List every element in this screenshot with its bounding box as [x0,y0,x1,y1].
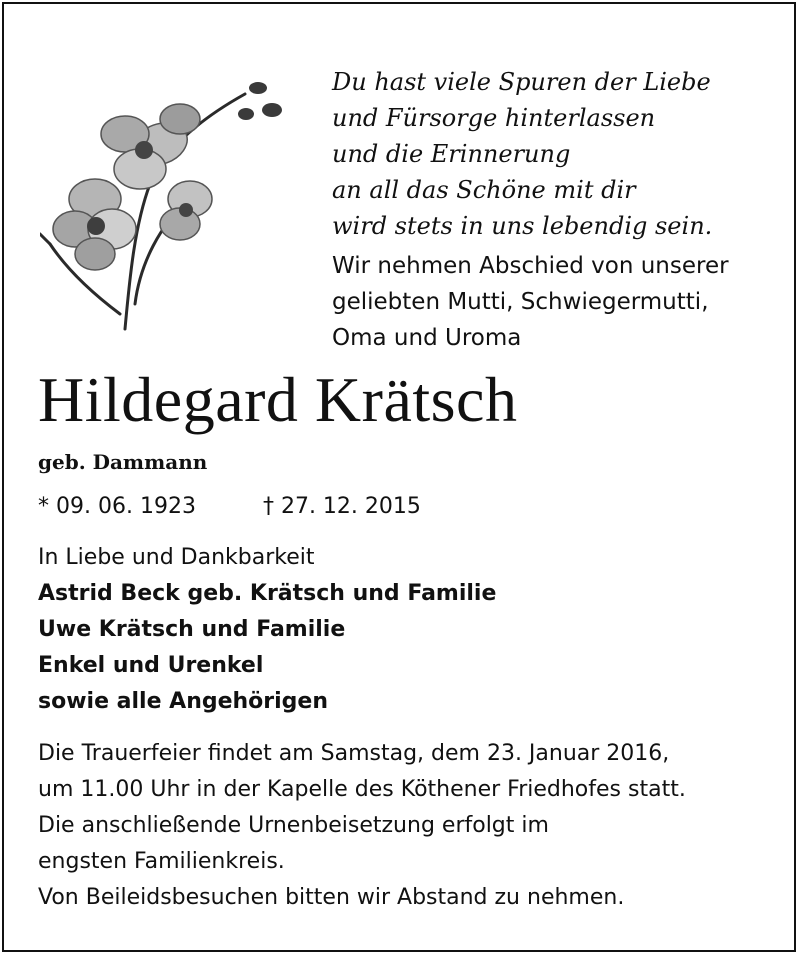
service-line: Die anschließende Urnenbeisetzung erfolgt im [38,813,549,838]
mourner-family: sowie alle Angehörigen [38,689,329,714]
life-dates [38,494,421,519]
service-line: Von Beileidsbesuchen bitten wir Abstand zu nehmen. [38,885,625,910]
poem [332,64,712,244]
service-line: engsten Familienkreis. [38,849,285,874]
maiden-name: geb. Dammann [38,450,208,474]
mourners-intro: In Liebe und Dankbarkeit [38,545,315,570]
obituary-frame [2,2,796,952]
deceased-name: Hildegard Krätsch [38,364,518,435]
poem-line: an all das Schöne mit dir [332,176,636,204]
mourner-family: Enkel und Urenkel [38,653,264,678]
service-info [38,736,686,916]
birth-date: * 09. 06. 1923 [38,494,196,519]
mourners [38,540,496,720]
orchid-icon [40,74,310,344]
poem-line: Du hast viele Spuren der Liebe [332,68,711,96]
service-line: Die Trauerfeier findet am Samstag, dem 23. Januar 2016, [38,741,670,766]
mourner-family: Uwe Krätsch und Familie [38,617,346,642]
poem-line: und die Erinnerung [332,140,571,168]
service-line: um 11.00 Uhr in der Kapelle des Köthener Friedhofes statt. [38,777,686,802]
farewell-line: Wir nehmen Abschied von unserer [332,253,729,279]
death-date: † 27. 12. 2015 [262,494,421,519]
mourner-family: Astrid Beck geb. Krätsch und Familie [38,581,497,606]
poem-line: und Fürsorge hinterlassen [332,104,656,132]
farewell-line: Oma und Uroma [332,325,522,351]
farewell-text [332,248,729,356]
farewell-line: geliebten Mutti, Schwiegermutti, [332,289,709,315]
poem-line: wird stets in uns lebendig sein. [332,212,713,240]
